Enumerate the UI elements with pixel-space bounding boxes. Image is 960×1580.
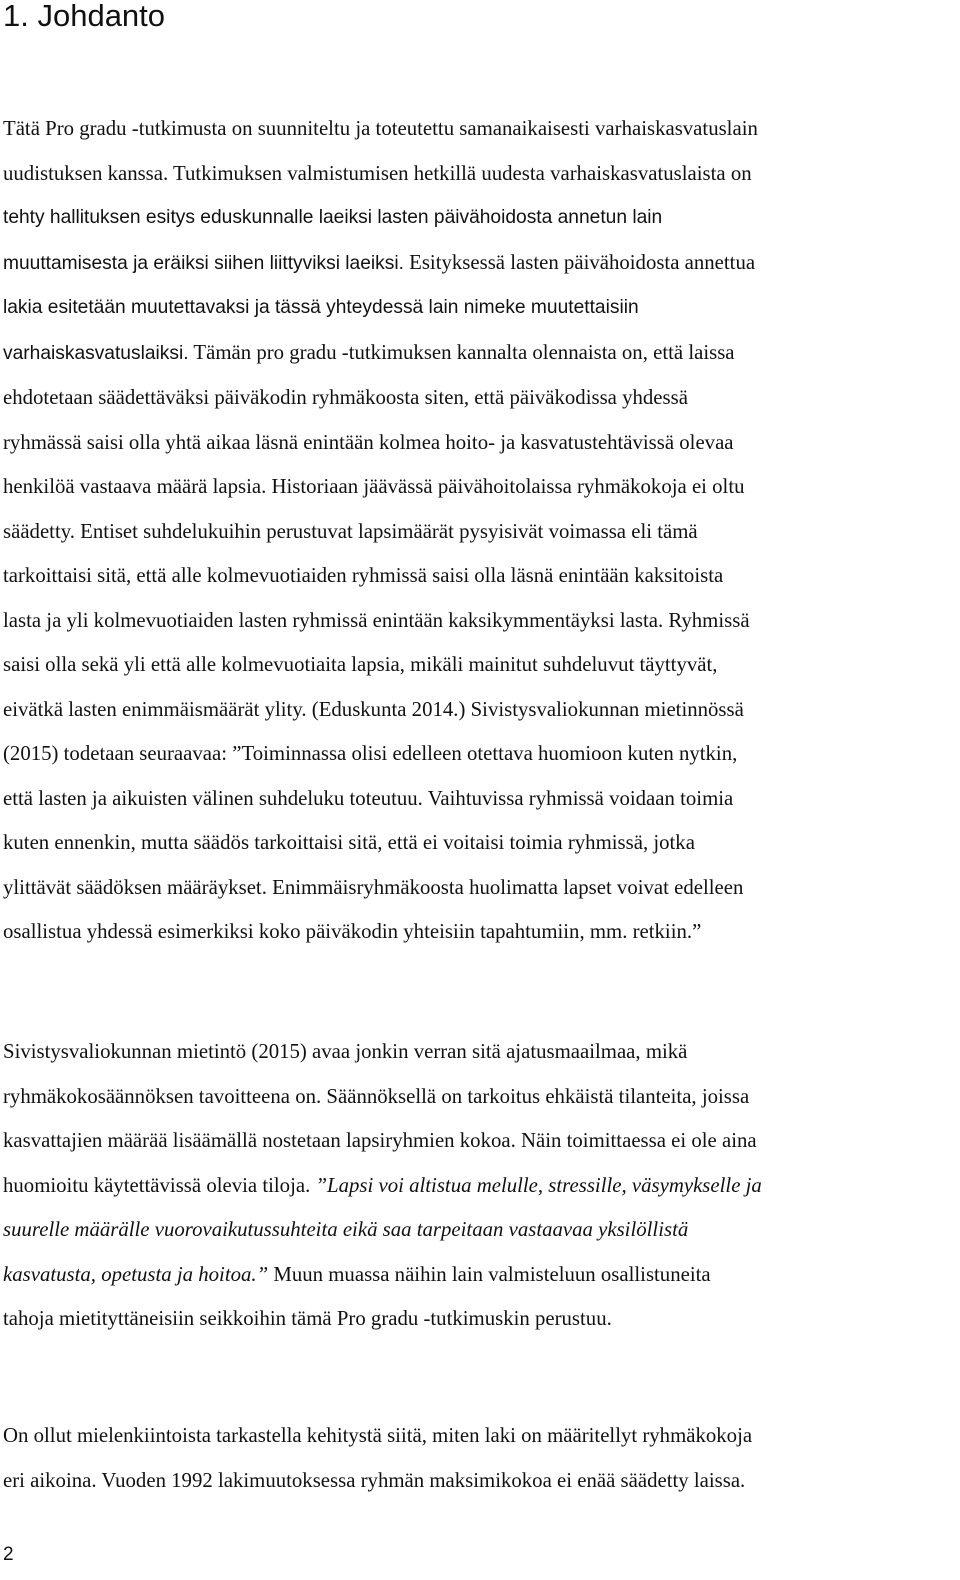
paragraph-line	[3, 465, 958, 510]
text-run: kasvattajien määrää lisäämällä nostetaan lapsiryhmien kokoa. Näin toimittaessa ei ole aina	[3, 1129, 757, 1152]
text-run: (2015) todetaan seuraavaa: ”Toiminnassa olisi edelleen otettava huomioon kuten nytkin,	[3, 742, 738, 765]
page-number: 2	[3, 1544, 14, 1565]
paragraph-line	[3, 510, 958, 555]
paragraph-line	[3, 421, 958, 466]
text-run: ehdotetaan säädettäväksi päiväkodin ryhmäkoosta siten, että päiväkodissa yhdessä	[3, 386, 688, 409]
paragraph-line	[3, 152, 958, 197]
paragraph-line	[3, 1075, 958, 1120]
paragraph-line	[3, 599, 958, 644]
paragraph-law-history	[3, 1414, 958, 1503]
paragraph-line	[3, 1253, 958, 1298]
text-run: ylittävät säädöksen määräykset. Enimmäisryhmäkoosta huolimatta lapset voivat edelleen	[3, 875, 744, 899]
text-run: varhaiskasvatuslaiksi.	[3, 342, 189, 364]
chapter-heading: 1. Johdanto	[3, 0, 166, 33]
paragraph-line	[3, 196, 958, 241]
text-run: lasta ja yli kolmevuotiaiden lasten ryhmissä enintään kaksikymmentäyksi lasta. Ryhmissä	[3, 608, 750, 632]
paragraph-line	[3, 1208, 958, 1253]
text-run: lakia esitetään muutettavaksi ja tässä yhteydessä lain nimeke muutettaisiin	[3, 297, 639, 318]
paragraph-line	[3, 1030, 958, 1075]
text-run: Sivistysvaliokunnan mietintö (2015) avaa jonkin verran sitä ajatusmaailmaa, mikä	[3, 1040, 688, 1063]
italic-quote: kasvatusta, opetusta ja hoitoa.”	[3, 1262, 269, 1286]
text-run: On ollut mielenkiintoista tarkastella kehitystä siitä, miten laki on määritellyt ryhmäkokoja	[3, 1424, 753, 1447]
paragraph-line	[3, 1459, 958, 1504]
paragraph-line	[3, 1297, 958, 1342]
paragraph-line	[3, 688, 958, 733]
text-run: osallistua yhdessä esimerkiksi koko päiväkodin yhteisiin tapahtumiin, mm. retkiin.”	[3, 920, 702, 943]
paragraph-line	[3, 376, 958, 421]
text-run: tehty hallituksen esitys eduskunnalle laeiksi lasten päivähoidosta annetun lain	[3, 207, 663, 228]
paragraph-introduction	[3, 107, 958, 955]
text-run: että lasten ja aikuisten välinen suhdeluku toteutuu. Vaihtuvissa ryhmissä voidaan toimia	[3, 786, 734, 810]
text-run: tarkoittaisi sitä, että alle kolmevuotiaiden ryhmissä saisi olla läsnä enintään kaksitoista	[3, 564, 724, 587]
text-run: ryhmässä saisi olla yhtä aikaa läsnä enintään kolmea hoito- ja kasvatustehtävissä olevaa	[3, 430, 734, 454]
text-run: säädetty. Entiset suhdelukuihin perustuvat lapsimäärät pysyisivät voimassa eli tämä	[3, 519, 698, 543]
paragraph-line	[3, 554, 958, 599]
text-run: Esityksessä lasten päivähoidosta annettua	[403, 250, 756, 274]
paragraph-line	[3, 910, 958, 955]
text-run: huomioitu käytettävissä olevia tiloja.	[3, 1173, 316, 1197]
paragraph-line	[3, 1164, 958, 1209]
paragraph-line	[3, 821, 958, 866]
paragraph-line	[3, 866, 958, 911]
italic-quote: suurelle määrälle vuorovaikutussuhteita eikä saa tarpeitaan vastaavaa yksilöllistä	[3, 1218, 689, 1241]
text-run: eri aikoina. Vuoden 1992 lakimuutoksessa ryhmän maksimikokoa ei enää säädetty laissa.	[3, 1468, 746, 1492]
text-run: ryhmäkokosäännöksen tavoitteena on. Säännöksellä on tarkoitus ehkäistä tilanteita, joissa	[3, 1084, 750, 1108]
text-run: tahoja mietityttäneisiin seikkoihin tämä Pro gradu -tutkimuskin perustuu.	[3, 1307, 612, 1330]
paragraph-line	[3, 777, 958, 822]
text-run: kuten ennenkin, mutta säädös tarkoittaisi sitä, että ei voitaisi toimia ryhmissä, jotka	[3, 831, 695, 854]
text-run: uudistuksen kanssa.	[3, 161, 169, 185]
paragraph-line	[3, 1119, 958, 1164]
text-run: eivätkä lasten enimmäismäärät ylity. (Eduskunta 2014.) Sivistysvaliokunnan mietinnössä	[3, 697, 744, 721]
text-run: saisi olla sekä yli että alle kolmevuotiaita lapsia, mikäli mainitut suhdeluvut täyttyvät,	[3, 653, 718, 676]
text-run: muuttamisesta ja eräiksi siihen liittyviksi laeiksi.	[3, 252, 404, 274]
text-run: Tutkimuksen valmistumisen hetkillä uudesta varhaiskasvatuslaista on	[168, 161, 752, 185]
text-run: Muun muassa näihin lain valmisteluun osallistuneita	[268, 1262, 711, 1286]
paragraph-line	[3, 1414, 958, 1459]
paragraph-line	[3, 286, 958, 331]
paragraph-line	[3, 241, 958, 287]
paragraph-committee-report	[3, 1030, 958, 1342]
italic-quote: ”Lapsi voi altistua melulle, stressille, väsymykselle ja	[315, 1173, 762, 1197]
paragraph-line	[3, 331, 958, 377]
text-run: Tämän pro gradu -tutkimuksen kannalta olennaista on, että laissa	[188, 340, 735, 364]
text-run: Tätä Pro gradu -tutkimusta on suunniteltu ja toteutettu samanaikaisesti varhaiskasvatuslain	[3, 117, 758, 140]
paragraph-line	[3, 643, 958, 688]
paragraph-line	[3, 732, 958, 777]
paragraph-line	[3, 107, 958, 152]
text-run: henkilöä vastaava määrä lapsia. Historiaan jäävässä päivähoitolaissa ryhmäkokoja ei oltu	[3, 475, 745, 498]
